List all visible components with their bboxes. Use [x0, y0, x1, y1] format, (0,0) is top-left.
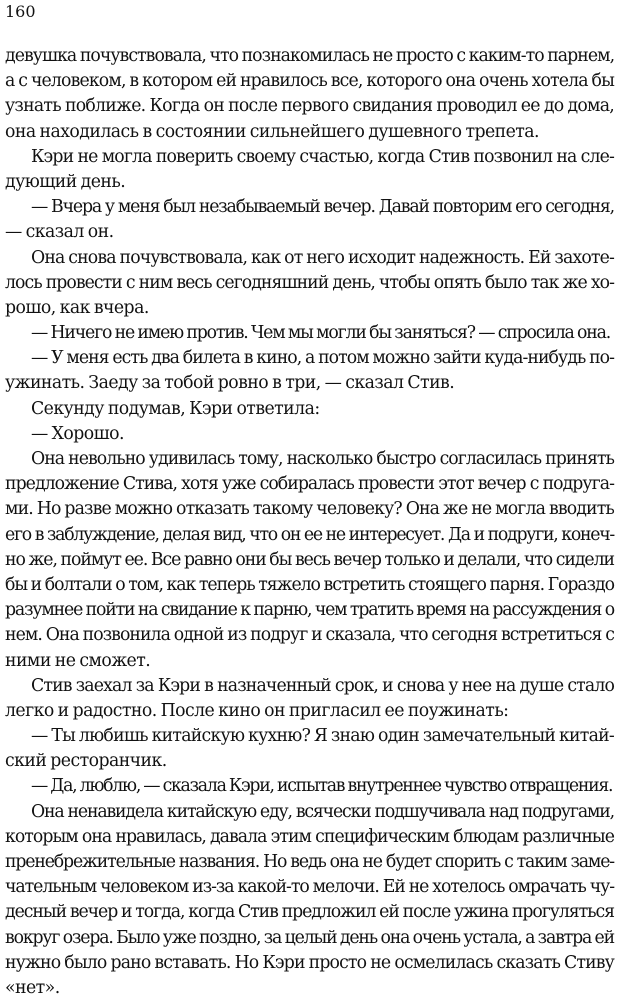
text-line: ужинать. Заеду за тобой ровно в три, — сказал Стив.	[5, 373, 455, 394]
text-line: она находилась в состоянии сильнейшего душевного трепета.	[5, 121, 540, 142]
text-line: Она снова почувствовала, как от него исходит надежность. Ей захоте-	[31, 247, 614, 268]
text-line: вокруг озера. Было уже поздно, за целый день она очень устала, а завтра ей	[5, 927, 614, 948]
paragraph	[5, 44, 614, 145]
text-line: лось провести с ним весь сегодняшний день, чтобы опять было так же хо-	[5, 272, 614, 293]
text-line: разумнее пойти на свидание к парню, чем тратить время на рассуждения о	[5, 600, 614, 621]
text-line: дующий день.	[5, 171, 126, 192]
paragraph	[5, 246, 614, 322]
paragraph	[5, 774, 614, 799]
text-line: нем. Она позвонила одной из подруг и сказала, что сегодня встретиться с	[5, 625, 614, 646]
paragraph	[5, 674, 614, 724]
text-line: легко и радостно. После кино он пригласил ее поужинать:	[5, 700, 509, 721]
text-line: пренебрежительные названия. Но ведь она не будет спорить с таким заме-	[5, 852, 614, 872]
text-line: его в заблуждение, делая вид, что он ее не интересует. Да и подруги, конеч-	[5, 524, 614, 545]
page-number: 160	[5, 2, 36, 21]
text-line: бы и болтали о том, как теперь тяжело встретить стоящего парня. Гораздо	[5, 574, 614, 595]
paragraph	[5, 447, 614, 674]
text-line: — сказал он.	[5, 222, 114, 243]
text-line: ский ресторанчик.	[5, 751, 167, 772]
paragraph	[5, 145, 614, 195]
text-line: нужно было рано вставать. Но Кэри просто не осмелилась сказать Стиву	[5, 952, 614, 973]
text-line: предложение Стива, хотя уже собиралась провести этот вечер с подруга-	[5, 474, 614, 495]
text-line: Стив заехал за Кэри в назначенный срок, и снова у нее на душе стало	[31, 675, 614, 696]
text-line: — Хорошо.	[31, 423, 124, 444]
text-line: Секунду подумав, Кэри ответила:	[31, 398, 320, 419]
text-line: Кэри не могла поверить своему счастью, когда Стив позвонил на сле-	[31, 146, 614, 167]
text-line: ми. Но разве можно отказать такому человеку? Она же не могла вводить	[5, 499, 614, 520]
text-line: а с человеком, в котором ей нравилось все, которого она очень хотела бы	[5, 71, 614, 92]
text-line: — Ты любишь китайскую кухню? Я знаю один замечательный китай-	[31, 726, 614, 747]
text-line: десный вечер и тогда, когда Стив предложил ей после ужина прогуляться	[5, 902, 614, 923]
text-line: — У меня есть два билета в кино, а потом можно зайти куда-нибудь по-	[31, 348, 614, 369]
text-line: — Ничего не имею против. Чем мы могли бы заняться? — спросила она.	[31, 323, 611, 344]
paragraph	[5, 195, 614, 245]
paragraph	[5, 346, 614, 396]
paragraph	[5, 724, 614, 774]
body-text	[5, 44, 614, 1001]
paragraph	[5, 321, 614, 346]
text-line: — Вчера у меня был незабываемый вечер. Давай повторим его сегодня,	[31, 197, 614, 218]
text-line: — Да, люблю, — сказала Кэри, испытав внутреннее чувство отвращения.	[31, 776, 613, 797]
text-line: рошо, как вчера.	[5, 297, 149, 318]
text-line: которым она нравилась, давала этим специфическим блюдам различные	[5, 826, 614, 847]
text-line: но же, поймут ее. Все равно они бы весь вечер только и делали, что сидели	[5, 549, 614, 570]
text-line: «нет».	[5, 977, 60, 998]
text-line: Она ненавидела китайскую еду, всячески подшучивала над подругами,	[31, 801, 614, 822]
text-line: ними не сможет.	[5, 650, 151, 671]
paragraph	[5, 397, 614, 422]
text-line: чательным человеком из-за какой-то мелочи. Ей не хотелось омрачать чу-	[5, 877, 614, 898]
text-line: узнать поближе. Когда он после первого свидания проводил ее до дома,	[5, 96, 614, 117]
paragraph	[5, 422, 614, 447]
text-line: Она невольно удивилась тому, насколько быстро согласилась принять	[31, 449, 614, 469]
text-line: девушка почувствовала, что познакомилась не просто с каким-то парнем,	[5, 46, 615, 66]
